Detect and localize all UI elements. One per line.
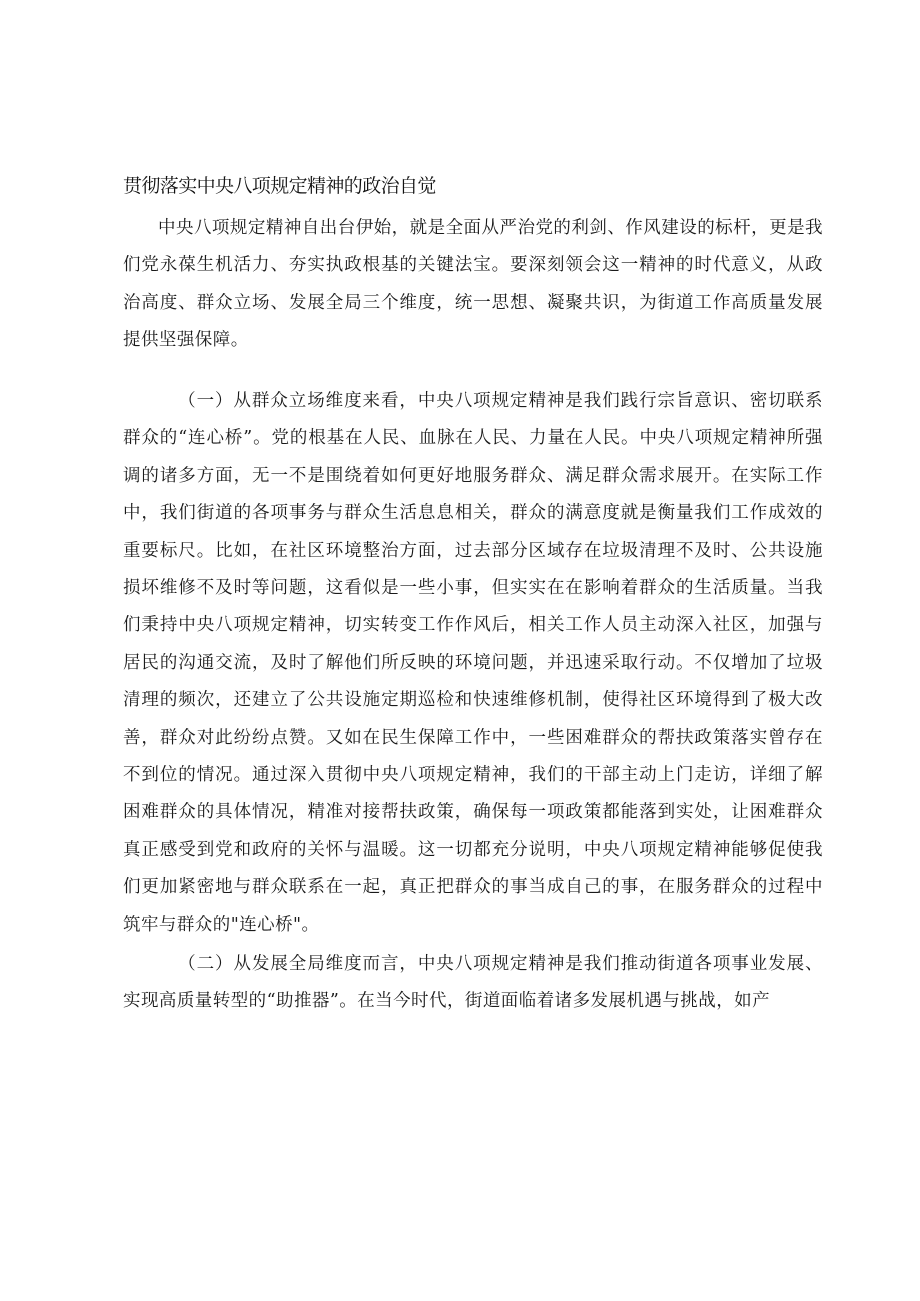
paragraph-section-two: （二）从发展全局维度而言，中央八项规定精神是我们推动街道各项事业发展、实现高质量转型的“助推器”。在当今时代，街道面临着诸多发展机遇与挑战，如产 [123, 954, 823, 1012]
paragraph-section-one: （一）从群众立场维度来看，中央八项规定精神是我们践行宗旨意识、密切联系群众的“连心桥”。党的根基在人民、血脉在人民、力量在人民。中央八项规定精神所强调的诸多方面，无一不是围绕着如何更好地服务群众、满足群众需求展开。在实际工作中，我们街道的各项事务与群众生活息息相关，群众的满意度就是衡量我们工作成效的重要标尺。比如，在社区环境整治方面，过去部分区域存在垃圾清理不及时、公共设施损坏维修不及时等问题，这看似是一些小事，但实实在在影响着群众的生活质量。当我们秉持中央八项规定精神，切实转变工作作风后，相关工作人员主动深入社区，加强与居民的沟通交流，及时了解他们所反映的环境问题，并迅速采取行动。不仅增加了垃圾清理的频次，还建立了公共设施定期巡检和快速维修机制，使得社区环境得到了极大改善，群众对此纷纷点赞。又如在民生保障工作中，一些困难群众的帮扶政策落实曾存在不到位的情况。通过深入贯彻中央八项规定精神，我们的干部主动上门走访，详细了解困难群众的具体情况，精准对接帮扶政策，确保每一项政策都能落到实处，让困难群众真正感受到党和政府的关怀与温暖。这一切都充分说明，中央八项规定精神能够促使我们更加紧密地与群众联系在一起，真正把群众的事当成自己的事，在服务群众的过程中筑牢与群众的"连心桥"。 [123, 391, 823, 935]
paragraph-intro: 中央八项规定精神自出台伊始，就是全面从严治党的利剑、作风建设的标杆，更是我们党永葆生机活力、夯实执政根基的关键法宝。要深刻领会这一精神的时代意义，从政治高度、群众立场、发展全局三个维度，统一思想、凝聚共识，为街道工作高质量发展提供坚强保障。 [123, 218, 823, 351]
document-title: 贯彻落实中央八项规定精神的政治自觉 [123, 175, 436, 197]
